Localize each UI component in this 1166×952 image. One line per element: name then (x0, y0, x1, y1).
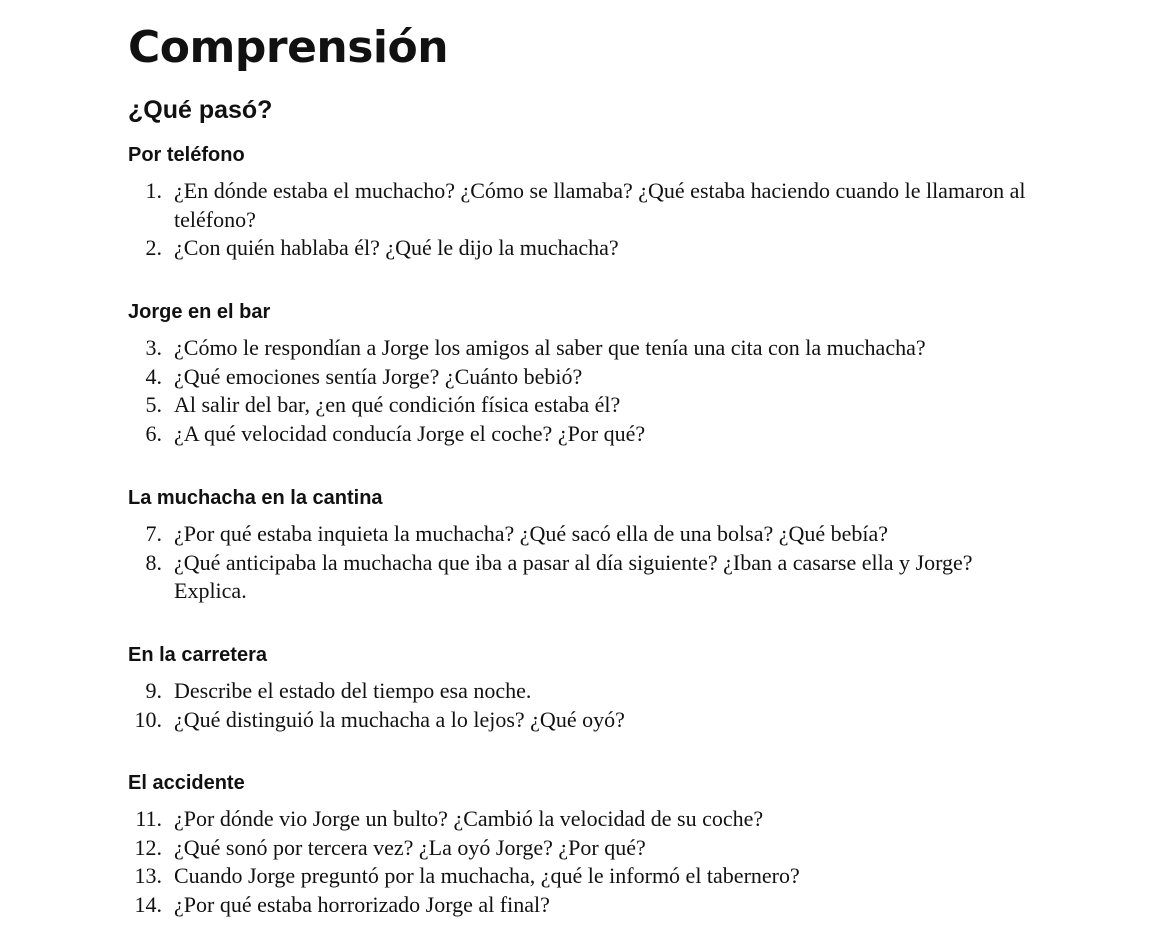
question-text: Describe el estado del tiempo esa noche. (174, 678, 532, 703)
question-item (128, 891, 1074, 920)
question-text: ¿Qué sonó por tercera vez? ¿La oyó Jorge? ¿Por qué? (174, 834, 646, 860)
question-text: Al salir del bar, ¿en qué condición física estaba él? (174, 392, 621, 417)
question-list-el-accidente (128, 805, 1074, 919)
question-text: ¿A qué velocidad conducía Jorge el coche? ¿Por qué? (174, 420, 646, 446)
question-text: ¿Qué anticipaba la muchacha que iba a pasar al día siguiente? ¿Iban a casarse ella y Jorge? Explica. (174, 549, 973, 603)
question-item (128, 363, 1074, 392)
question-item (128, 677, 1074, 706)
question-text: ¿Por dónde vio Jorge un bulto? ¿Cambió la velocidad de su coche? (174, 806, 764, 831)
question-text: ¿Por qué estaba inquieta la muchacha? ¿Qué sacó ella de una bolsa? ¿Qué bebía? (174, 521, 889, 546)
question-item (128, 834, 1074, 863)
question-number: 6. (145, 420, 162, 446)
question-number: 14. (134, 891, 162, 917)
question-item (128, 805, 1074, 834)
question-list-la-muchacha-en-la-cantina (128, 520, 1074, 606)
question-item (128, 862, 1074, 891)
question-text: ¿Qué distinguió la muchacha a lo lejos? ¿Qué oyó? (174, 706, 625, 732)
question-number: 3. (145, 335, 162, 360)
question-number: 9. (145, 678, 162, 703)
question-number: 11. (135, 806, 162, 831)
question-text: ¿En dónde estaba el muchacho? ¿Cómo se llamaba? ¿Qué estaba haciendo cuando le llamaron al teléfono? (174, 178, 1026, 232)
question-number: 5. (145, 392, 162, 417)
question-number: 13. (134, 863, 162, 888)
question-item (128, 420, 1074, 449)
question-number: 8. (145, 549, 162, 575)
question-item (128, 234, 1074, 263)
section-heading-por-telefono: Por teléfono (128, 144, 245, 166)
question-list-jorge-en-el-bar (128, 334, 1074, 448)
page-title: Comprensión (128, 22, 449, 73)
question-number: 12. (134, 834, 162, 860)
section-heading-jorge-en-el-bar: Jorge en el bar (128, 301, 271, 323)
question-text: ¿Qué emociones sentía Jorge? ¿Cuánto bebió? (174, 363, 583, 389)
question-item (128, 520, 1074, 549)
section-heading-el-accidente: El accidente (128, 772, 245, 794)
question-item (128, 706, 1074, 735)
question-number: 4. (145, 363, 162, 389)
section-heading-en-la-carretera: En la carretera (128, 644, 267, 666)
question-text: ¿Cómo le respondían a Jorge los amigos al saber que tenía una cita con la muchacha? (174, 335, 926, 360)
question-item (128, 391, 1074, 420)
question-number: 2. (145, 235, 162, 260)
question-number: 10. (134, 706, 162, 732)
question-text: Cuando Jorge preguntó por la muchacha, ¿qué le informó el tabernero? (174, 863, 800, 888)
question-number: 7. (145, 521, 162, 546)
section-heading-la-muchacha-en-la-cantina: La muchacha en la cantina (128, 487, 383, 509)
page-subtitle: ¿Qué pasó? (128, 96, 273, 124)
question-list-por-telefono (128, 177, 1074, 263)
question-item (128, 334, 1074, 363)
question-list-en-la-carretera (128, 677, 1074, 734)
question-item (128, 177, 1074, 234)
question-text: ¿Con quién hablaba él? ¿Qué le dijo la muchacha? (174, 235, 619, 260)
question-item (128, 549, 1074, 606)
question-number: 1. (145, 178, 162, 203)
question-text: ¿Por qué estaba horrorizado Jorge al final? (174, 891, 550, 917)
